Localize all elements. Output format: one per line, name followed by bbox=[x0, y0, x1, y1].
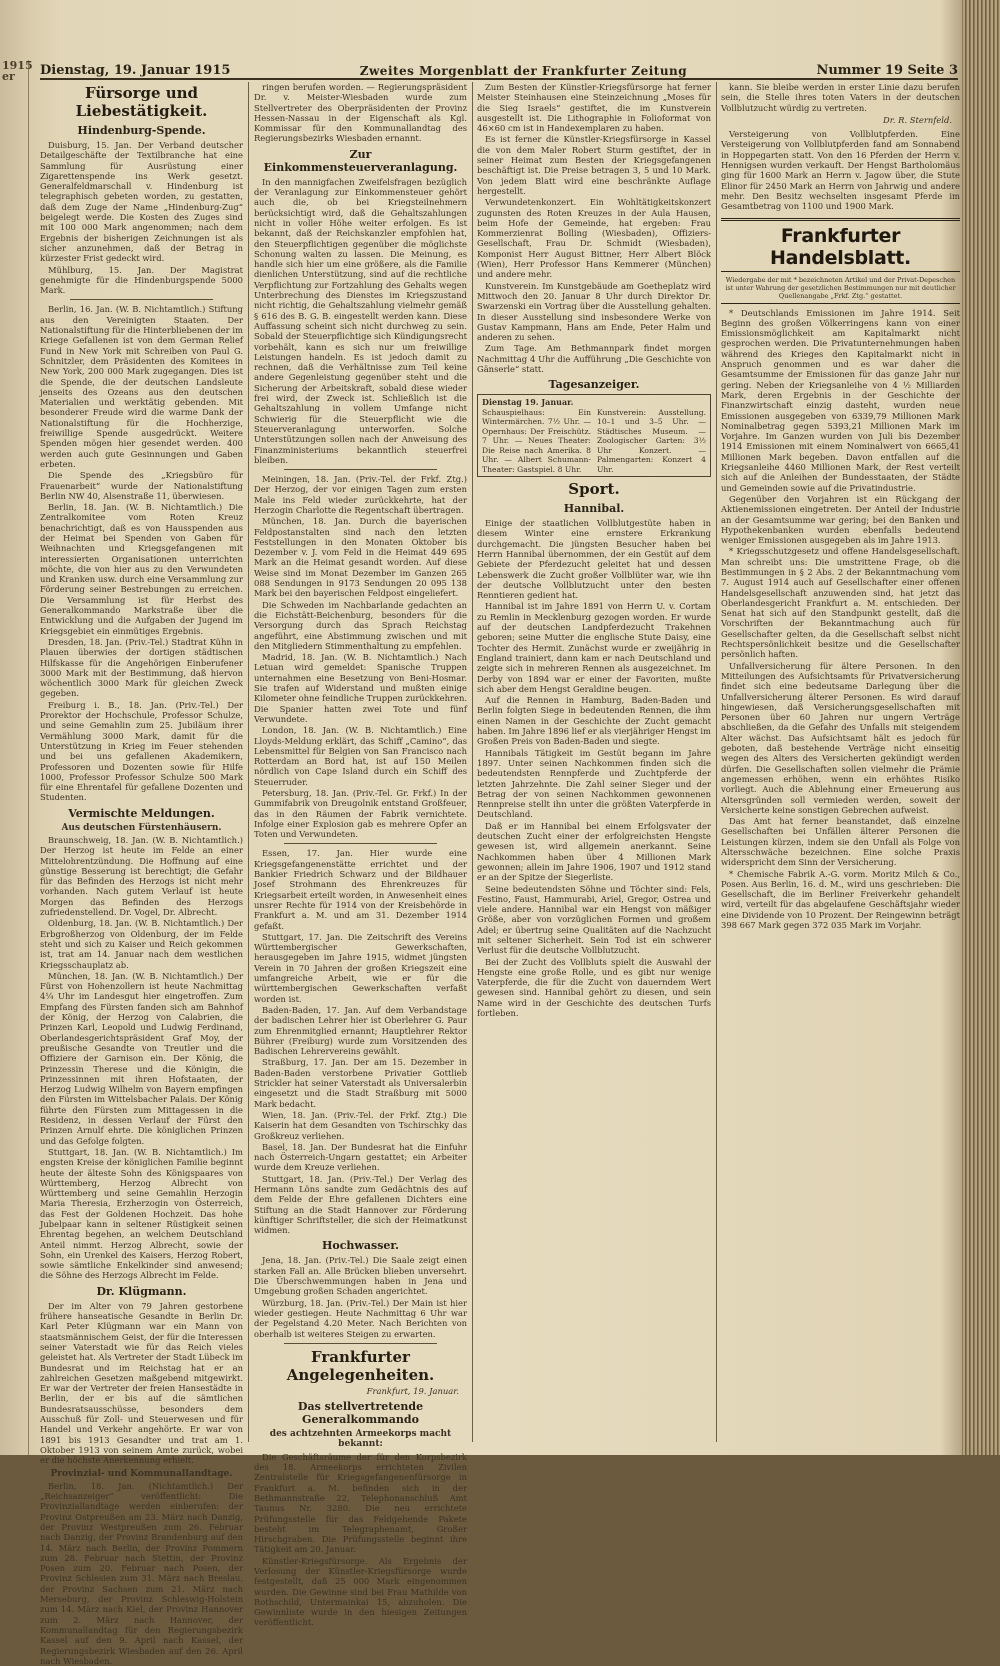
article-paragraph: Zum Besten der Künstler-Kriegsfürsorge hat ferner Meister Steinhausen eine Steinzeichnung „Moses für die Sieg Israels“ gestiftet, die im Kunstverein ausgestellt ist. Die Lithographie in Folioformat von 46×60 cm ist in Handexemplaren zu haben. bbox=[477, 82, 711, 134]
article-paragraph: Stuttgart, 18. Jan. (W. B. Nichtamtlich.) Im engsten Kreise der königlichen Familie beginnt heute der älteste Sohn des Königspaares von Württemberg, Herzog Albrecht von Württemberg und seine Gemahlin Herzogin Maria Theresia, Erzherzogin von Österreich, das Fest der Goldenen Hochzeit. Das hohe Jubelpaar kann in seltener Rüstigkeit seinen Ehrentag begehen, an welchem Deutschland Anteil nimmt. Herzog Albrecht, sowie der Sohn, ein Urenkel des Kaisers, Herzog Robert, sowie sämtliche Enkelkinder sind anwesend; die Söhne des Herzogs Albrecht im Felde. bbox=[40, 1146, 243, 1281]
article-paragraph: * Kriegsschutzgesetz und offene Handelsgesellschaft. Man schreibt uns: Die umstrittene Frage, ob die Bestimmungen in § 2 Abs. 2 der Bekanntmachung vom 7. August 1914 auch auf Gesellschafter einer offenen Handelsgesellschaft anzuwenden sind, hat jetzt das Oberlandesgericht Frankfurt a. M. entschieden. Der Senat hat sich auf den Standpunkt gestellt, daß die Vorschriften der Bekanntmachung auch für Gesellschafter gelten, da die Gesellschaft selbst nicht Rechtspersönlichkeit besitze und die Gesellschafter persönlich haften. bbox=[721, 546, 960, 660]
column-rule-3 bbox=[716, 82, 717, 1442]
column-1 bbox=[40, 82, 243, 1666]
article-paragraph: Basel, 18. Jan. Der Bundesrat hat die Einfuhr nach Österreich-Ungarn gestattet; ein Arbeiter wurde dem Kreuze verliehen. bbox=[254, 1141, 467, 1173]
subheading-tagesanzeiger: Tagesanzeiger. bbox=[548, 378, 640, 392]
article-paragraph: Meiningen, 18. Jan. (Priv.-Tel. der Frkf. Ztg.) Der Herzog, der vor einigen Tagen zum ersten Male ins Feld wieder zurückkehrte, hat der Herzogin Charlotte die Regentschaft übertragen. bbox=[254, 474, 467, 515]
article-paragraph: Seine bedeutendsten Söhne und Töchter sind: Fels, Festino, Faust, Hammurabi, Ariel, Gregor, Ostrea und viele andere. Hannibal war ein Hengst von mäßiger Größe, aber von vorzüglichen Formen und großem Adel; er übertrug seine Qualitäten auf die Nachzucht mit seltener Sicherheit. Sein Tod ist ein schwerer Verlust für die deutsche Vollblutzucht. bbox=[477, 883, 711, 956]
article-paragraph: Straßburg, 17. Jan. Der am 15. Dezember in Baden-Baden verstorbene Privatier Gottlieb Strickler hat seiner Vaterstadt als Universalerbin eingesetzt und die Stadt Straßburg mit 5000 Mark bedacht. bbox=[254, 1057, 467, 1109]
header-edition: Zweites Morgenblatt der Frankfurter Zeitung bbox=[359, 64, 688, 78]
article-paragraph: In den mannigfachen Zweifelsfragen bezüglich der Veranlagung zur Einkommensteuer gehört auch die, ob bei Kriegsteilnehmern berücksichtigt wird, daß die Gehaltszahlungen nicht in voller Höhe weiter erfolgen. Es ist bekannt, daß der Reichskanzler empfohlen hat, den Steuerpflichtigen gegenüber die möglichste Schonung walten zu lassen. Die Meinung, es handle sich hier um eine größere, als die Familie dienlichen Unterstützung, sind auf die rechtliche Verpflichtung zur Fortzahlung des Gehalts wegen Unterbrechung des Dienstes im Kriegszustand nicht richtig, die Gehaltszahlung vielmehr gemäß § 616 des B. G. B. eingestellt werden kann. Diese Auffassung scheint sich nicht durchweg zu sein. Sobald der Steuerpflichtige sich Kündigungsrecht vorbehält, kann es sich nur um freiwillige Leistungen handeln. Es ist jedoch damit zu rechnen, daß die Verhältnisse zum Teil keine andere Gegenleistung gegenüber steht und die Sicherung der Arbeitskraft, sobald diese wieder frei wird, der Zweck ist. Schließlich ist die Gehaltszahlung in vollem Umfange nicht Schwierig für die Steuerpflicht wie die Steuerveranlagung unterworfen. Solche Unterstützungen sollen nach der Anweisung des Finanzministeriums bekanntlich steuerfrei bleiben. bbox=[254, 176, 467, 465]
tagesanzeiger-box bbox=[477, 394, 711, 477]
tagesanzeiger-right: Kunstverein: Ausstellung. 10–1 und 3–5 Uhr. — Städtisches Museum. — Zoologischer Garten: 3½ Uhr Konzert. — Palmengarten: Konzert 4 Uhr. bbox=[597, 407, 706, 474]
divider bbox=[70, 299, 213, 300]
column-rule-1 bbox=[248, 82, 249, 1442]
header-date: Dienstag, 19. Januar 1915 bbox=[40, 63, 231, 78]
article-paragraph: Daß er im Hannibal bei einem Erfolgsvater der deutschen Zucht einer der erfolgreichsten Hengste gewesen ist, wird allgemein anerkannt. Seine Nachkommen haben über 4 Millionen Mark gewonnen; allein im Jahre 1906, 1907 und 1912 stand er an der Spitze der Siegerliste. bbox=[477, 820, 711, 883]
dateline: Frankfurt, 19. Januar. bbox=[366, 1385, 459, 1396]
tagesanzeiger-table bbox=[482, 408, 706, 475]
article-paragraph: * Deutschlands Emissionen im Jahre 1914. Seit Beginn des großen Völkerringens kann von einer Emissionsmöglichkeit am Kapitalmarkt nicht gesprochen werden. Die Privatunternehmungen haben während des Krieges den Kapitalmarkt nicht in Anspruch genommen und es war daher die Gesamtsumme der Emissionen für das ganze Jahr nur gering. Neben der Kriegsanleihe von 4 ½ Milliarden Mark, deren Ergebnis in der Geschichte der Finanzwirtschaft einzig dasteht, wurden neue Emissionen ausgegeben von 6339,79 Millionen Mark Nominalbetrag gegen 5393,21 Millionen Mark im Vorjahre. Im Ganzen wurden von Juli bis Dezember 1914 Emissionen mit einem Nominalwert von 6665,41 Millionen Mark begeben. Davon entfallen auf die Kriegsanleihe 4460 Millionen Mark, der Rest verteilt sich auf die Anleihen der Bundesstaaten, der Städte und Gemeinden sowie auf die Privatindustrie. bbox=[721, 307, 960, 493]
article-paragraph: Mühlburg, 15. Jan. Der Magistrat genehmigte für die Hindenburgspende 5000 Mark. bbox=[40, 264, 243, 296]
article-paragraph: Verwundetenkonzert. Ein Wohltätigkeitskonzert zugunsten des Roten Kreuzes in der Aula Hausen, beim Hofe der Gemeinde, hat ergeben: Frau Kommerzienrat Bolling (Wiesbaden), Offiziers-Gesellschaft, Frau Dr. Schmidt (Wiesbaden), Komponist Herr August Bittner, Herr Albert Blöck (Wien), Herr Professor Hans Kemmerer (München) und andere mehr. bbox=[477, 197, 711, 280]
column-4 bbox=[721, 82, 960, 1442]
subheading-generalkommando: Das stellvertretende Generalkommando bbox=[297, 1400, 424, 1427]
article-paragraph: Versteigerung von Vollblutpferden. Eine Versteigerung von Vollblutpferden fand am Sonnabend in Hoppegarten statt. Von den 16 Pferden der Herrn v. Hennigsen wurden verkauft. Der Hengst Bartholomäus ging für 1600 Mark an Herrn v. Jagow über, die Stute Elinor für 2450 Mark an Herrn von Jahrwig und andere mehr. Den Besitz wechselten insgesamt Pferde im Gesamtbetrag von 1100 und 1900 Mark. bbox=[721, 129, 960, 212]
article-paragraph: Jena, 18. Jan. (Priv.-Tel.) Die Saale zeigt einen starken Fall an. Alle Brücken blieben unversehrt. Die Überschwemmungen haben in Jena und Umgebung großen Schaden angerichtet. bbox=[254, 1255, 467, 1297]
handelsblatt-masthead: Frankfurter Handelsblatt. bbox=[721, 218, 960, 272]
article-paragraph: Die Schweden im Nachbarlande gedachten an die Eichstätt-Beichenburg, besonders für die Versorgung durch das Sprach Reichstag angeführt, eine Abstimmung zwischen und mit den Mitgliedern Stimmenthaltung zu empfehlen. bbox=[254, 599, 467, 651]
column-2 bbox=[254, 82, 467, 1628]
divider bbox=[284, 843, 437, 844]
previous-page-number: 1915 bbox=[2, 59, 33, 72]
subheading-hindenburg-spende: Hindenburg-Spende. bbox=[77, 124, 206, 137]
subheading-einkommensteuer: Zur Einkommensteuerveranlagung. bbox=[263, 147, 458, 174]
divider bbox=[284, 1343, 437, 1344]
article-paragraph: Berlin, 18. Jan. (W. B. Nichtamtlich.) Die Zentralkomitee vom Roten Kreuz benachrichtigt, daß es von Hausspenden aus der Heimat bei Spenden von Gaben für Weihnachten und Kriegsgefangenen mit interessierten Organisationen unterrichten möchte, die von hier aus zu den Verwundeten und Kranken usw. durch eine Versammlung zur Förderung seiner Bestrebungen zu erreichen. Die Versammlung ist für Herbst des Generalkommando Markstraße über die Entwicklung und die Aufgaben der Jugend im Kriegsgebiet ein einmütiges Ergebnis. bbox=[40, 502, 243, 636]
article-paragraph: Stuttgart, 18. Jan. (Priv.-Tel.) Der Verlag des Hermann Löns sandte zum Gedächtnis des auf dem Felde der Ehre gefallenen Dichters eine Stiftung an die Stadt Hannover zur Förderung künftiger Schriftsteller, die sich der Heimatkunst widmen. bbox=[254, 1173, 467, 1236]
article-paragraph: Stuttgart, 17. Jan. Die Zeitschrift des Vereins Württembergischer Gewerkschaften, herausgegeben im Jahre 1915, widmet jüngsten Verein in 70 Jahren der großen Kriegszeit eine umfangreiche Arbeit, wie er für die württembergischen Gewerkschaften verfaßt worden ist. bbox=[254, 931, 467, 1004]
article-paragraph: Duisburg, 15. Jan. Der Verband deutscher Detailgeschäfte der Textilbranche hat eine Sammlung für Ausrüstung einer Zigarettenspende ins Werk gesetzt. Generalfeldmarschall v. Hindenburg ist telegraphisch gebeten worden, zu gestatten, daß dem Zuge der Name „Hindenburg-Zug“ beigelegt werde. Die Kosten des Zuges sind mit 100 000 Mark angenommen; nach dem Ergebnis der bisherigen Zeichnungen ist als sicher anzunehmen, daß der Betrag in kürzester Frist gedeckt wird. bbox=[40, 140, 243, 264]
article-paragraph: Freiburg i. B., 18. Jan. (Priv.-Tel.) Der Prorektor der Hochschule, Professor Schulze, und seine Gemahlin zum 25. Jubiläum ihrer Vermählung 3000 Mark, damit für die Unterstützung in Krieg im Feuer stehenden und bei uns gefallenen Akademikern, Professoren und Dozenten sowie für Hilfe 1000, Professor Professor Schulze 500 Mark für eine Ehrentafel für gefallene Dozenten und Studenten. bbox=[40, 699, 243, 803]
column-3 bbox=[477, 82, 711, 1442]
article-paragraph: Künstler-Kriegsfürsorge. Als Ergebnis der Verlosung der Künstler-Kriegsfürsorge wurde festgestellt, daß 25 000 Mark eingenommen wurden. Die Gewinne sind bei Frau Mathilde von Rothschild, Untermainkai 15, abzuholen. Die Gewinnliste wurde in den hiesigen Zeitungen veröffentlicht. bbox=[254, 1555, 467, 1628]
header-number: Nummer 19 Seite 3 bbox=[816, 63, 958, 78]
author-signature: Dr. R. Sternfeld. bbox=[883, 114, 952, 125]
section-title-fuersorge: Fürsorge und Liebestätigkeit. bbox=[75, 84, 208, 120]
subheading-hochwasser: Hochwasser. bbox=[321, 1239, 400, 1253]
article-paragraph: Essen, 17. Jan. Hier wurde eine Kriegsgefangenenstätte errichtet und der Bankier Friedrich Schwarz und der Bildhauer Josef Strohmann des Ehrenkreuzes für Kriegsarbeit erteilt worden, in Anwesenheit eines unsrer Rechte für 1914 von der Kreisbehörde in Frankfurt a. M. und am 31. Dezember 1914 gefaßt. bbox=[254, 848, 467, 931]
page-header bbox=[40, 58, 958, 80]
subheading-provinziallandtage: Provinzial- und Kommunallandtage. bbox=[50, 1468, 233, 1479]
article-paragraph: Braunschweig, 18. Jan. (W. B. Nichtamtlich.) Der Herzog ist heute im Felde an einer Mittelohrentzündung. Die Hoffnung auf eine günstige Besserung ist berechtigt; die Gefahr für das Befinden des Herzogs ist nicht mehr vorhanden. Nach gutem Verlauf ist heute Morgen das Befinden des Herzogs zufriedenstellend. Dr. Vogel, Dr. Albrecht. bbox=[40, 835, 243, 918]
article-paragraph: Die Geschäftsräume der für den Korpsbezirk des 18. Armeekorps errichteten Zivilen Zentralstelle für Kriegsgefangenenfürsorge in Frankfurt a. M. befinden sich in der Bethmannstraße 22, Telephonanschluß Amt Taunus Nr. 3280. Die neu errichtete Prüfungsstelle für das Feldgehende Pakete besteht im Telegraphenamt, Großer Hirschgraben. Die Prüfungsstelle beginnt ihre Tätigkeit am 20. Januar. bbox=[254, 1451, 467, 1555]
subheading-generalkommando-2: des achtzehnten Armeekorps macht bekannt: bbox=[269, 1429, 452, 1450]
article-paragraph: Hannibal ist im Jahre 1891 von Herrn U. v. Cortam zu Remlin in Mecklenburg gezogen worden. Er wurde auf der deutschen Landpferdezucht Trakehnen geboren; seine Mutter die englische Stute Daisy, eine Tochter des Hermit. Zunächst wurde er zweijährig in England trainiert, dann kam er nach Deutschland und zeigte sich in mehreren Rennen als ausgezeichnet. Im Derby von 1894 war er einer der Favoriten, mußte sich aber dem Hengst Geraldine beugen. bbox=[477, 601, 711, 694]
article-paragraph: München, 18. Jan. Durch die bayerischen Feldpostanstalten sind nach den letzten Feststellungen in den Monaten Oktober bis Dezember v. J. vom Feld in die Heimat 449 695 Mark an die Heimat gesandt worden. Auf diese Weise sind im Monat Dezember im Ganzen 265 088 Sendungen in 9173 Sendungen 20 095 138 Mark bei den bayerischen Feldpost eingeliefert. bbox=[254, 516, 467, 599]
masthead-note: Wiedergabe der mit * bezeichneten Artikel und der Privat-Depeschen ist unter Wahrung der gesetzlichen Bestimmungen nur mit deutlicher Quellenangabe „Frkf. Ztg.“ gestattet. bbox=[721, 276, 960, 304]
article-paragraph: Es ist ferner die Künstler-Kriegsfürsorge in Kassel die von dem Maler Robert Sturm gestiftet, der in seiner Heimat zum Besten der Kriegsgefangenen beschäftigt ist. Die Preise betragen 3, 5 und 10 Mark. Von jedem Blatt wird eine beschränkte Auflage hergestellt. bbox=[477, 134, 711, 196]
article-paragraph: Unfallversicherung für ältere Personen. In den Mitteilungen des Aufsichtsamts für Privatversicherung findet sich eine bedeutsame Darlegung über die Unfallversicherung älterer Personen. Es wird darauf hingewiesen, daß Versicherungsgesellschaften mit Personen über 60 Jahren nur ungern Verträge abschließen, da die Gefahr des Unfalls mit steigendem Alter wächst. Das Aufsichtsamt hält es jedoch für geboten, daß bestehende Verträge nicht einseitig wegen des Alters des Versicherten gekündigt werden dürfen. Die Gesellschaften sollen vielmehr die Prämie angemessen erhöhen, wenn ein erhöhtes Risiko vorliegt. Auch die Ablehnung einer Erneuerung aus Altersgründen soll vermieden werden, soweit der Versicherte keine sonstigen Gebrechen aufweist. bbox=[721, 660, 960, 815]
column-rule-2 bbox=[472, 82, 473, 1442]
previous-page-fragment: er bbox=[2, 70, 15, 83]
subheading-vermischte-meldungen: Vermischte Meldungen. bbox=[68, 806, 215, 820]
article-paragraph: Oldenburg, 18. Jan. (W. B. Nichtamtlich.) Der Erbgroßherzog von Oldenburg, der im Felde steht und sich zu Kaiser und Reich gekommen ist, trat am 14. Januar nach dem westlichen Kriegsschauplatz ab. bbox=[40, 918, 243, 970]
subheading-fuerstenhaeuser: Aus deutschen Fürstenhäusern. bbox=[61, 822, 222, 833]
article-paragraph: Berlin, 18. Jan. (Nichtamtlich.) Der „Reichsanzeiger“ veröffentlicht: Die Provinziallandtage werden einberufen: der Provinz Ostpreußen am 23. März nach Danzig, der Provinz Westpreußen zum 26. Februar nach Danzig, der Provinz Brandenburg auf den 14. März nach Berlin, der Provinz Pommern zum 28. Februar nach Stettin, der Provinz Posen zum 20. Februar nach Posen, der Provinz Schlesien zum 31. März nach Breslau, der Provinz Sachsen zum 21. März nach Merseburg, der Provinz Schleswig-Holstein zum 14. März nach Kiel, der Provinz Hannover zum 2. März nach Hannover, der Kommunallandtag für den Regierungsbezirk Kassel auf den 9. April nach Kassel, der Regierungsbezirk Wiesbaden auf den 26. April nach Wiesbaden. bbox=[40, 1480, 243, 1666]
subheading-dr-kluegmann: Dr. Klügmann. bbox=[96, 1284, 187, 1298]
article-paragraph: Baden-Baden, 17. Jan. Auf dem Verbandstage der badischen Lehrer hier ist Oberlehrer G. Paur zum Ehrenmitglied ernannt; Hauptlehrer Rektor Bührer (Freiburg) wurde zum Vorsitzenden des Badischen Lehrervereins gewählt. bbox=[254, 1004, 467, 1057]
article-paragraph: Einige der staatlichen Vollblutgestüte haben in diesem Winter eine ernstere Erkrankung durchgemacht. Die jüngsten Besucher haben bei Herrn Hannibal übernommen, der ein Gestüt auf dem Gebiete der Pferdezucht geleitet hat und dessen Lebenswerk die Zucht großer Vollblüter war, wie ihn der deutsche Vollblutzucht unter den besten Renntieren gedient hat. bbox=[477, 518, 711, 601]
article-paragraph: München, 18. Jan. (W. B. Nichtamtlich.) Der Fürst von Hohenzollern ist heute Nachmittag 4¼ Uhr im Landesgut hier eingetroffen. Zum Empfang des Fürsten fanden sich am Bahnhof der König, der Herzog von Calabrien, die Prinzen Karl, Leopold und Ludwig Ferdinand, Oberlandesgerichtspräsident Graf Moy, der preußische Gesandte von Treutler und die Offiziere der Garnison ein. Der König, die Prinzessin Therese und die Königin, die Prinzessinnen mit ihren Hofstaaten, der Herzog Ludwig Wilhelm von Bayern empfingen den Fürsten im Wittelsbacher Palais. Der König führte den Fürsten zum Mittagessen in die Residenz, in dessen Verlauf der Fürst den Prinzen Arnulf ehrte. Die königlichen Prinzen und das Gefolge folgten. bbox=[40, 970, 243, 1146]
book-page-edges bbox=[962, 0, 1000, 1455]
article-paragraph: Der im Alter von 79 Jahren gestorbene frühere hanseatische Gesandte in Berlin Dr. Karl Peter Klügmann war ein Mann von staatsmännischem Geist, der für die Interessen seiner Vaterstadt wie für das Reich vieles geleistet hat. Als Vertreter der Stadt Lübeck im Bundesrat und im Reichstag hat er an zahlreichen Gesetzen maßgebend mitgewirkt. Er war der Vertreter der freien Hansestädte in Berlin, der er bis auf die sämtlichen Bundesratsausschüsse, besonders dem Ausschuß für Zoll- und Steuerwesen und für Handel und Verkehr angehörte. Er war von 1891 bis 1913 Gesandter und trat am 1. Oktober 1913 von seinem Amte zurück, wobei er die höchste Anerkennung erhielt. bbox=[40, 1300, 243, 1466]
article-paragraph: Auf die Rennen in Hamburg, Baden-Baden und Berlin folgten Siege in bedeutenden Rennen, die ihm einen Namen in der Geschichte der Zucht gemacht haben. Im Jahre 1896 lief er als vierjähriger Hengst im Großen Preis von Baden-Baden und siegte. bbox=[477, 695, 711, 747]
article-paragraph: Petersburg, 18. Jan. (Priv.-Tel. Gr. Frkf.) In der Gummifabrik von Dreugolnik entstand Großfeuer, das in den Räumen der Fabrik vernichtete. Infolge einer Explosion gab es mehrere Opfer an Toten und Verwundeten. bbox=[254, 788, 467, 840]
article-paragraph: Zum Tage. Am Bethmannpark findet morgen Nachmittag 4 Uhr die Aufführung „Die Geschichte von Gänserle“ statt. bbox=[477, 343, 711, 375]
subheading-hannibal: Hannibal. bbox=[563, 502, 625, 516]
article-paragraph: Die Spende des „Kriegsbüro für Frauenarbeit“ wurde der Nationalstiftung Berlin NW 40, Alsenstraße 11, überwiesen. bbox=[40, 470, 243, 501]
article-paragraph: Gegenüber den Vorjahren ist ein Rückgang der Aktienemissionen eingetreten. Der Anteil der Industrie an der Gesamtsumme war gering; bei den Banken und Hypothekenbanken wurden ebenfalls bedeutend weniger Emissionen ausgegeben als im Jahre 1913. bbox=[721, 493, 960, 546]
article-paragraph: Kunstverein. Im Kunstgebäude am Goetheplatz wird Mittwoch den 20. Januar 8 Uhr durch Direktor Dr. Swarzenski ein Vortrag über die Ausstellung gehalten. In dieser Ausstellung sind insbesondere Werke von Gustav Kampmann, Hans am Ende, Peter Halm und anderen zu sehen. bbox=[477, 280, 711, 343]
article-paragraph: Würzburg, 18. Jan. (Priv.-Tel.) Der Main ist hier wieder gestiegen. Heute Nachmittag 6 Uhr war der Pegelstand 4.20 Meter. Nach Berichten von oberhalb ist weiteres Steigen zu erwarten. bbox=[254, 1297, 467, 1339]
article-paragraph: * Chemische Fabrik A.-G. vorm. Moritz Milch & Co., Posen. Aus Berlin, 16. d. M., wird uns geschrieben: Die Gesellschaft, die im Berliner Freiverkehr gehandelt wird, verteilt für das abgelaufene Geschäftsjahr wieder eine Dividende von 10 Prozent. Der Reingewinn beträgt 398 667 Mark gegen 372 035 Mark im Vorjahr. bbox=[721, 868, 960, 931]
article-paragraph: Wien, 18. Jan. (Priv.-Tel. der Frkf. Ztg.) Die Kaiserin hat dem Gesandten von Tschirschky das Großkreuz verliehen. bbox=[254, 1109, 467, 1141]
article-paragraph: Madrid, 18. Jan. (W. B. Nichtamtlich.) Nach Letuan wird gemeldet: Spanische Truppen unternahmen eine Besetzung von Beni-Hosmar. Sie trafen auf Widerstand und mußten einige Kilometer ohne feindliche Truppen zurückkehren. Die Spanier hatten zwei Tote und fünf Verwundete. bbox=[254, 652, 467, 724]
article-paragraph: Hannibals Tätigkeit im Gestüt begann im Jahre 1897. Unter seinen Nachkommen finden sich die bedeutendsten Rennpferde und Zuchtpferde der letzten Jahrzehnte. Die Zahl seiner Sieger und der Betrag der von seinen Nachkommen gewonnenen Rennpreise stellt ihn unter die größten Vaterpferde in Deutschland. bbox=[477, 747, 711, 820]
tagesanzeiger-left: Schauspielhaus: Ein Wintermärchen. 7½ Uhr. — Opernhaus: Der Freischütz. 7 Uhr. — Neues Theater: Die Reise nach Amerika. 8 Uhr. — Albert Schumann-Theater: Gastspiel. 8 Uhr. bbox=[482, 407, 591, 474]
article-paragraph: London, 18. Jan. (W. B. Nichtamtlich.) Eine Lloyds-Meldung erklärt, das Schiff „Camino“, das Lebensmittel für Belgien von San Francisco nach Rotterdam an Bord hat, ist auf 150 Meilen nördlich von Cape Island durch ein Schiff des Steuerruder. bbox=[254, 725, 467, 787]
article-paragraph: Bei der Zucht des Vollbluts spielt die Auswahl der Hengste eine große Rolle, und es gibt nur wenige Vaterpferde, die für die Zucht von dauerndem Wert gewesen sind. Hannibal gehört zu diesen, und sein Name wird in der Geschichte des deutschen Turfs fortleben. bbox=[477, 956, 711, 1019]
article-paragraph: ringen berufen worden. — Regierungspräsident Dr. v. Meister-Wiesbaden wurde zum Stellvertreter des Oberpräsidenten der Provinz Hessen-Nassau in der Eigenschaft als Kgl. Kommissar für den Kommunallandtag des Regierungsbezirks Wiesbaden ernannt. bbox=[254, 82, 467, 144]
article-paragraph: kann. Sie bleibe werden in erster Linie dazu berufen sein, die Stelle ihres toten Vaters in der deutschen Vollblutzucht würdig zu vertreten. bbox=[721, 82, 960, 113]
tagesanzeiger-date: Dienstag 19. Januar. bbox=[482, 397, 574, 408]
divider bbox=[284, 469, 437, 470]
previous-page-edge bbox=[0, 59, 33, 1455]
section-title-sport: Sport. bbox=[568, 480, 620, 499]
article-paragraph: Berlin, 16. Jan. (W. B. Nichtamtlich.) Stiftung aus den Vereinigten Staaten. Der Nationalstiftung für die Hinterbliebenen der im Kriege Gefallenen ist von dem German Relief Fund in New York mit Schreiben von Paul G. Schnitzler, dem Präsidenten des Komitees in New York, 200 000 Mark zugegangen. Dies ist die Spende, die der deutschen Landsleute jenseits des Ozeans aus den deutschen Materialien und werktätig gebenden. Mit besonderer Freude wird die warme Dank der Nationalstiftung für die Hochherzige, freiwillige Spende ausgedrückt. Weitere Spenden mögen hier gesendet werden. 400 werden auch gute Gesinnungen und Gaben erbeten. bbox=[40, 304, 243, 469]
article-paragraph: Dresden, 18. Jan. (Priv.-Tel.) Stadtrat Kühn in Plauen überwies der dortigen städtischen Hilfskasse für die Angehörigen Einberufener 3000 Mark mit der Bestimmung, daß hiervon wöchentlich 3000 Mark für gleichen Zweck gegeben. bbox=[40, 636, 243, 699]
article-paragraph: Das Amt hat ferner beanstandet, daß einzelne Gesellschaften bei Unfällen älterer Personen die Leistungen kürzen, indem sie den Unfall als Folge von Altersschwäche bezeichnen. Eine solche Praxis widerspricht dem Sinn der Versicherung. bbox=[721, 816, 960, 868]
section-title-frankfurter-angelegenheiten: Frankfurter Angelegenheiten. bbox=[286, 1347, 435, 1384]
